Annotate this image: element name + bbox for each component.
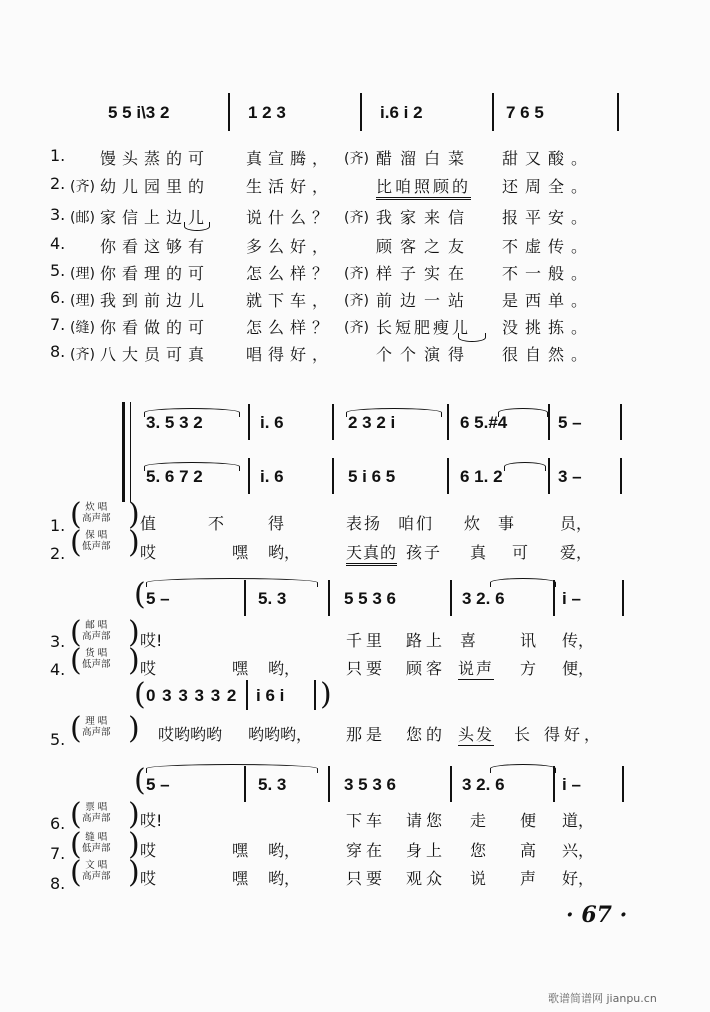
part-close-paren: ) [128, 525, 140, 560]
lyric-word: 炊 [464, 514, 481, 533]
barline [248, 458, 250, 494]
barline [447, 404, 449, 440]
tie-mark [490, 764, 556, 773]
lyric-word: 哟， [268, 543, 301, 562]
lyric-a: 馒头蒸的可 [100, 149, 211, 168]
lyric-word: 说声 [458, 656, 494, 680]
tie-mark [504, 462, 546, 471]
lyric-word: 兴， [562, 841, 595, 860]
line-number: 5. [50, 261, 66, 280]
lyric-word: 便， [562, 659, 595, 678]
barline [548, 458, 550, 494]
lyric-a: 家信上边儿 [100, 208, 211, 227]
barline [228, 93, 230, 131]
lyric-word: 哟哟哟， [248, 725, 313, 744]
staff-measure: 5 – [146, 589, 170, 608]
lyric-a: 幼儿园里的 [100, 177, 211, 196]
lyric-word: 道， [562, 811, 595, 830]
line-number: 2. [50, 544, 66, 563]
voice-part: 理 唱 高声部 [82, 716, 111, 738]
staff-open-paren: ( [134, 763, 146, 798]
voice-part: 货 唱 低声部 [82, 648, 111, 670]
upper-measure: 6 5.#4 [460, 413, 508, 432]
lyric-c: 个个演得 [376, 345, 473, 364]
barline [620, 404, 622, 440]
part-close-paren: ) [128, 855, 140, 890]
lyric-word: 便 [520, 811, 537, 830]
lyric-word: 您的 [406, 725, 447, 744]
part-open-paren: ( [70, 525, 82, 560]
lyric-word: 哟， [268, 659, 301, 678]
line-number: 4. [50, 660, 66, 679]
line-number: 8. [50, 342, 66, 361]
lyric-word: 下车 [346, 811, 387, 830]
barline [248, 404, 250, 440]
barline [450, 766, 452, 802]
role-tag: (理) [70, 293, 95, 309]
part-close-paren: ) [128, 497, 140, 532]
role-tag: (齐) [344, 210, 369, 226]
upper-measure: 2 3 2 i [348, 413, 396, 432]
lyric-word: 值 [140, 514, 157, 533]
lyric-word: 表扬 [346, 514, 383, 533]
lyric-b: 唱得好， [246, 345, 335, 364]
staff-measure: i – [562, 775, 581, 794]
lyric-word: 嘿 [232, 841, 249, 860]
barline [332, 404, 334, 440]
system-bracket-thin [130, 402, 131, 502]
watermark: 歌谱简谱网 jianpu.cn [548, 992, 657, 1005]
staff-measure: i – [562, 589, 581, 608]
barline [314, 680, 316, 710]
part-close-paren: ) [128, 615, 140, 650]
lyric-word: 千里 [346, 631, 387, 650]
lyric-d: 不虚传。 [502, 237, 595, 256]
tie-mark [490, 578, 556, 587]
lyric-a: 你看做的可 [100, 318, 211, 337]
notation-measure: 7 6 5 [506, 103, 544, 122]
lyric-word: 哎 [140, 869, 157, 888]
lyric-d: 很自然。 [502, 345, 595, 364]
line-number: 3. [50, 632, 66, 651]
lyric-word: 哎哟哟哟 [158, 725, 223, 744]
lyric-word: 哎 [140, 841, 157, 860]
lyric-b: 怎么样？ [246, 264, 335, 283]
lyric-word: 您 [470, 841, 487, 860]
lyric-word: 不 [208, 514, 225, 533]
barline [332, 458, 334, 494]
staff-close-paren: ) [320, 677, 332, 712]
slur-mark [458, 333, 486, 342]
lyric-word: 只要 [346, 659, 387, 678]
staff-measure: 3 5 3 6 [344, 775, 396, 794]
role-tag: (齐) [70, 179, 95, 195]
lyric-word: 嘿 [232, 543, 249, 562]
lower-measure: i. 6 [260, 467, 284, 486]
barline [622, 580, 624, 616]
part-close-paren: ) [128, 643, 140, 678]
part-open-paren: ( [70, 711, 82, 746]
lyric-c: 前边一站 [376, 291, 473, 310]
lower-measure: 5. 6 7 2 [146, 467, 203, 486]
lyric-word: 穿在 [346, 841, 387, 860]
line-number: 5. [50, 730, 66, 749]
lyric-word: 得 [268, 514, 285, 533]
barline [617, 93, 619, 131]
lyric-word: 说 [470, 869, 487, 888]
lyric-c: 长短肥瘦儿 [376, 318, 472, 337]
lyric-word: 嘿 [232, 869, 249, 888]
staff-measure: i 6 i [256, 686, 285, 705]
system-bracket [122, 402, 125, 502]
lyric-word: 哎 [140, 659, 157, 678]
upper-measure: i. 6 [260, 413, 284, 432]
line-number: 7. [50, 315, 66, 334]
barline [328, 766, 330, 802]
role-tag: (齐) [344, 151, 369, 167]
lyric-word: 请您 [406, 811, 447, 830]
lyric-word: 身上 [406, 841, 447, 860]
lower-measure: 3 – [558, 467, 582, 486]
role-tag: (齐) [70, 347, 95, 363]
staff-measure: 3 2. 6 [462, 589, 505, 608]
staff-measure: 5. 3 [258, 775, 287, 794]
notation-measure: 5 5 i\3 2 [108, 103, 170, 122]
lyric-c: 比咱照顾的 [376, 174, 471, 200]
part-open-paren: ( [70, 797, 82, 832]
lyric-word: 哎! [140, 631, 163, 650]
lyric-a: 八大员可真 [100, 345, 211, 364]
staff-measure: 0 3 3 3 3 2 [146, 686, 238, 705]
notation-measure: i.6 i 2 [380, 103, 423, 122]
lyric-word: 声 [520, 869, 537, 888]
lyric-word: 传， [562, 631, 595, 650]
lyric-b: 怎么样？ [246, 318, 335, 337]
voice-part: 保 唱 低声部 [82, 530, 111, 552]
lyric-word: 爱， [560, 543, 593, 562]
lyric-word: 只要 [346, 869, 387, 888]
lyric-b: 多么好， [246, 237, 335, 256]
voice-part: 炊 唱 高声部 [82, 502, 111, 524]
lyric-word: 观众 [406, 869, 447, 888]
tie-mark [146, 764, 318, 773]
staff-measure: 3 2. 6 [462, 775, 505, 794]
lyric-word: 哎 [140, 543, 157, 562]
notation-measure: 1 2 3 [248, 103, 286, 122]
lyric-word: 得好， [544, 725, 605, 744]
staff-open-paren: ( [134, 577, 146, 612]
lyric-word: 方 [520, 659, 537, 678]
part-open-paren: ( [70, 497, 82, 532]
staff-measure: 5. 3 [258, 589, 287, 608]
line-number: 6. [50, 814, 66, 833]
role-tag: (齐) [344, 266, 369, 282]
barline [548, 404, 550, 440]
lyric-word: 喜 [460, 631, 477, 650]
role-tag: (邮) [70, 210, 95, 226]
lyric-c: 样子实在 [376, 264, 473, 283]
lyric-c: 醋溜白菜 [376, 149, 473, 168]
lyric-word: 哟， [268, 869, 301, 888]
barline [360, 93, 362, 131]
line-number: 1. [50, 516, 66, 535]
role-tag: (理) [70, 266, 95, 282]
line-number: 2. [50, 174, 66, 193]
line-number: 7. [50, 844, 66, 863]
barline [450, 580, 452, 616]
barline [492, 93, 494, 131]
lyric-b: 真宣腾， [246, 149, 335, 168]
line-number: 3. [50, 205, 66, 224]
line-number: 1. [50, 146, 66, 165]
lyric-d: 还周全。 [502, 177, 595, 196]
barline [622, 766, 624, 802]
lyric-a: 你看这够有 [100, 237, 211, 256]
lyric-a: 我到前边儿 [100, 291, 211, 310]
lyric-word: 真 [470, 543, 487, 562]
role-tag: (缝) [70, 320, 95, 336]
lyric-word: 哟， [268, 841, 301, 860]
lower-measure: 5 i 6 5 [348, 467, 396, 486]
staff-measure: 5 – [146, 775, 170, 794]
upper-measure: 5 – [558, 413, 582, 432]
lyric-word: 路上 [406, 631, 447, 650]
barline [246, 680, 248, 710]
lyric-d: 是西单。 [502, 291, 595, 310]
barline [244, 580, 246, 616]
lyric-d: 甜又酸。 [502, 149, 595, 168]
lyric-d: 报平安。 [502, 208, 595, 227]
lyric-word: 事 [498, 514, 515, 533]
lyric-word: 可 [512, 543, 529, 562]
lyric-word: 哎! [140, 811, 163, 830]
page-number: · 67 · [566, 902, 628, 928]
lyric-word: 讯 [520, 631, 537, 650]
barline [553, 766, 555, 802]
part-open-paren: ( [70, 827, 82, 862]
lyric-b: 生活好， [246, 177, 335, 196]
line-number: 8. [50, 874, 66, 893]
line-number: 6. [50, 288, 66, 307]
barline [447, 458, 449, 494]
lyric-word: 顾客 [406, 659, 447, 678]
part-close-paren: ) [128, 827, 140, 862]
lyric-word: 好， [562, 869, 595, 888]
lyric-b: 说什么？ [246, 208, 335, 227]
lyric-c: 顾客之友 [376, 237, 473, 256]
part-open-paren: ( [70, 643, 82, 678]
part-close-paren: ) [128, 797, 140, 832]
slur-mark [184, 222, 210, 231]
lyric-word: 天真的 [346, 540, 397, 566]
lyric-word: 员， [560, 514, 593, 533]
part-open-paren: ( [70, 855, 82, 890]
barline [244, 766, 246, 802]
voice-part: 邮 唱 高声部 [82, 620, 111, 642]
lyric-word: 头发 [458, 722, 494, 746]
barline [553, 580, 555, 616]
lyric-d: 没挑拣。 [502, 318, 595, 337]
lower-measure: 6 1. 2 [460, 467, 503, 486]
lyric-a: 你看理的可 [100, 264, 211, 283]
barline [620, 458, 622, 494]
lyric-word: 咱们 [398, 514, 435, 533]
tie-mark [146, 578, 318, 587]
lyric-c: 我家来信 [376, 208, 473, 227]
voice-part: 票 唱 高声部 [82, 802, 111, 824]
lyric-b: 就下车， [246, 291, 335, 310]
lyric-word: 孩子 [406, 543, 443, 562]
part-close-paren: ) [128, 711, 140, 746]
staff-open-paren: ( [134, 677, 146, 712]
role-tag: (齐) [344, 293, 369, 309]
upper-measure: 3. 5 3 2 [146, 413, 203, 432]
lyric-word: 长 [514, 725, 531, 744]
staff-measure: 5 5 3 6 [344, 589, 396, 608]
role-tag: (齐) [344, 320, 369, 336]
lyric-word: 高 [520, 841, 537, 860]
lyric-word: 走 [470, 811, 487, 830]
lyric-d: 不一般。 [502, 264, 595, 283]
voice-part: 缝 唱 低声部 [82, 832, 111, 854]
part-open-paren: ( [70, 615, 82, 650]
voice-part: 文 唱 高声部 [82, 860, 111, 882]
line-number: 4. [50, 234, 66, 253]
lyric-word: 那是 [346, 725, 387, 744]
lyric-word: 嘿 [232, 659, 249, 678]
barline [328, 580, 330, 616]
